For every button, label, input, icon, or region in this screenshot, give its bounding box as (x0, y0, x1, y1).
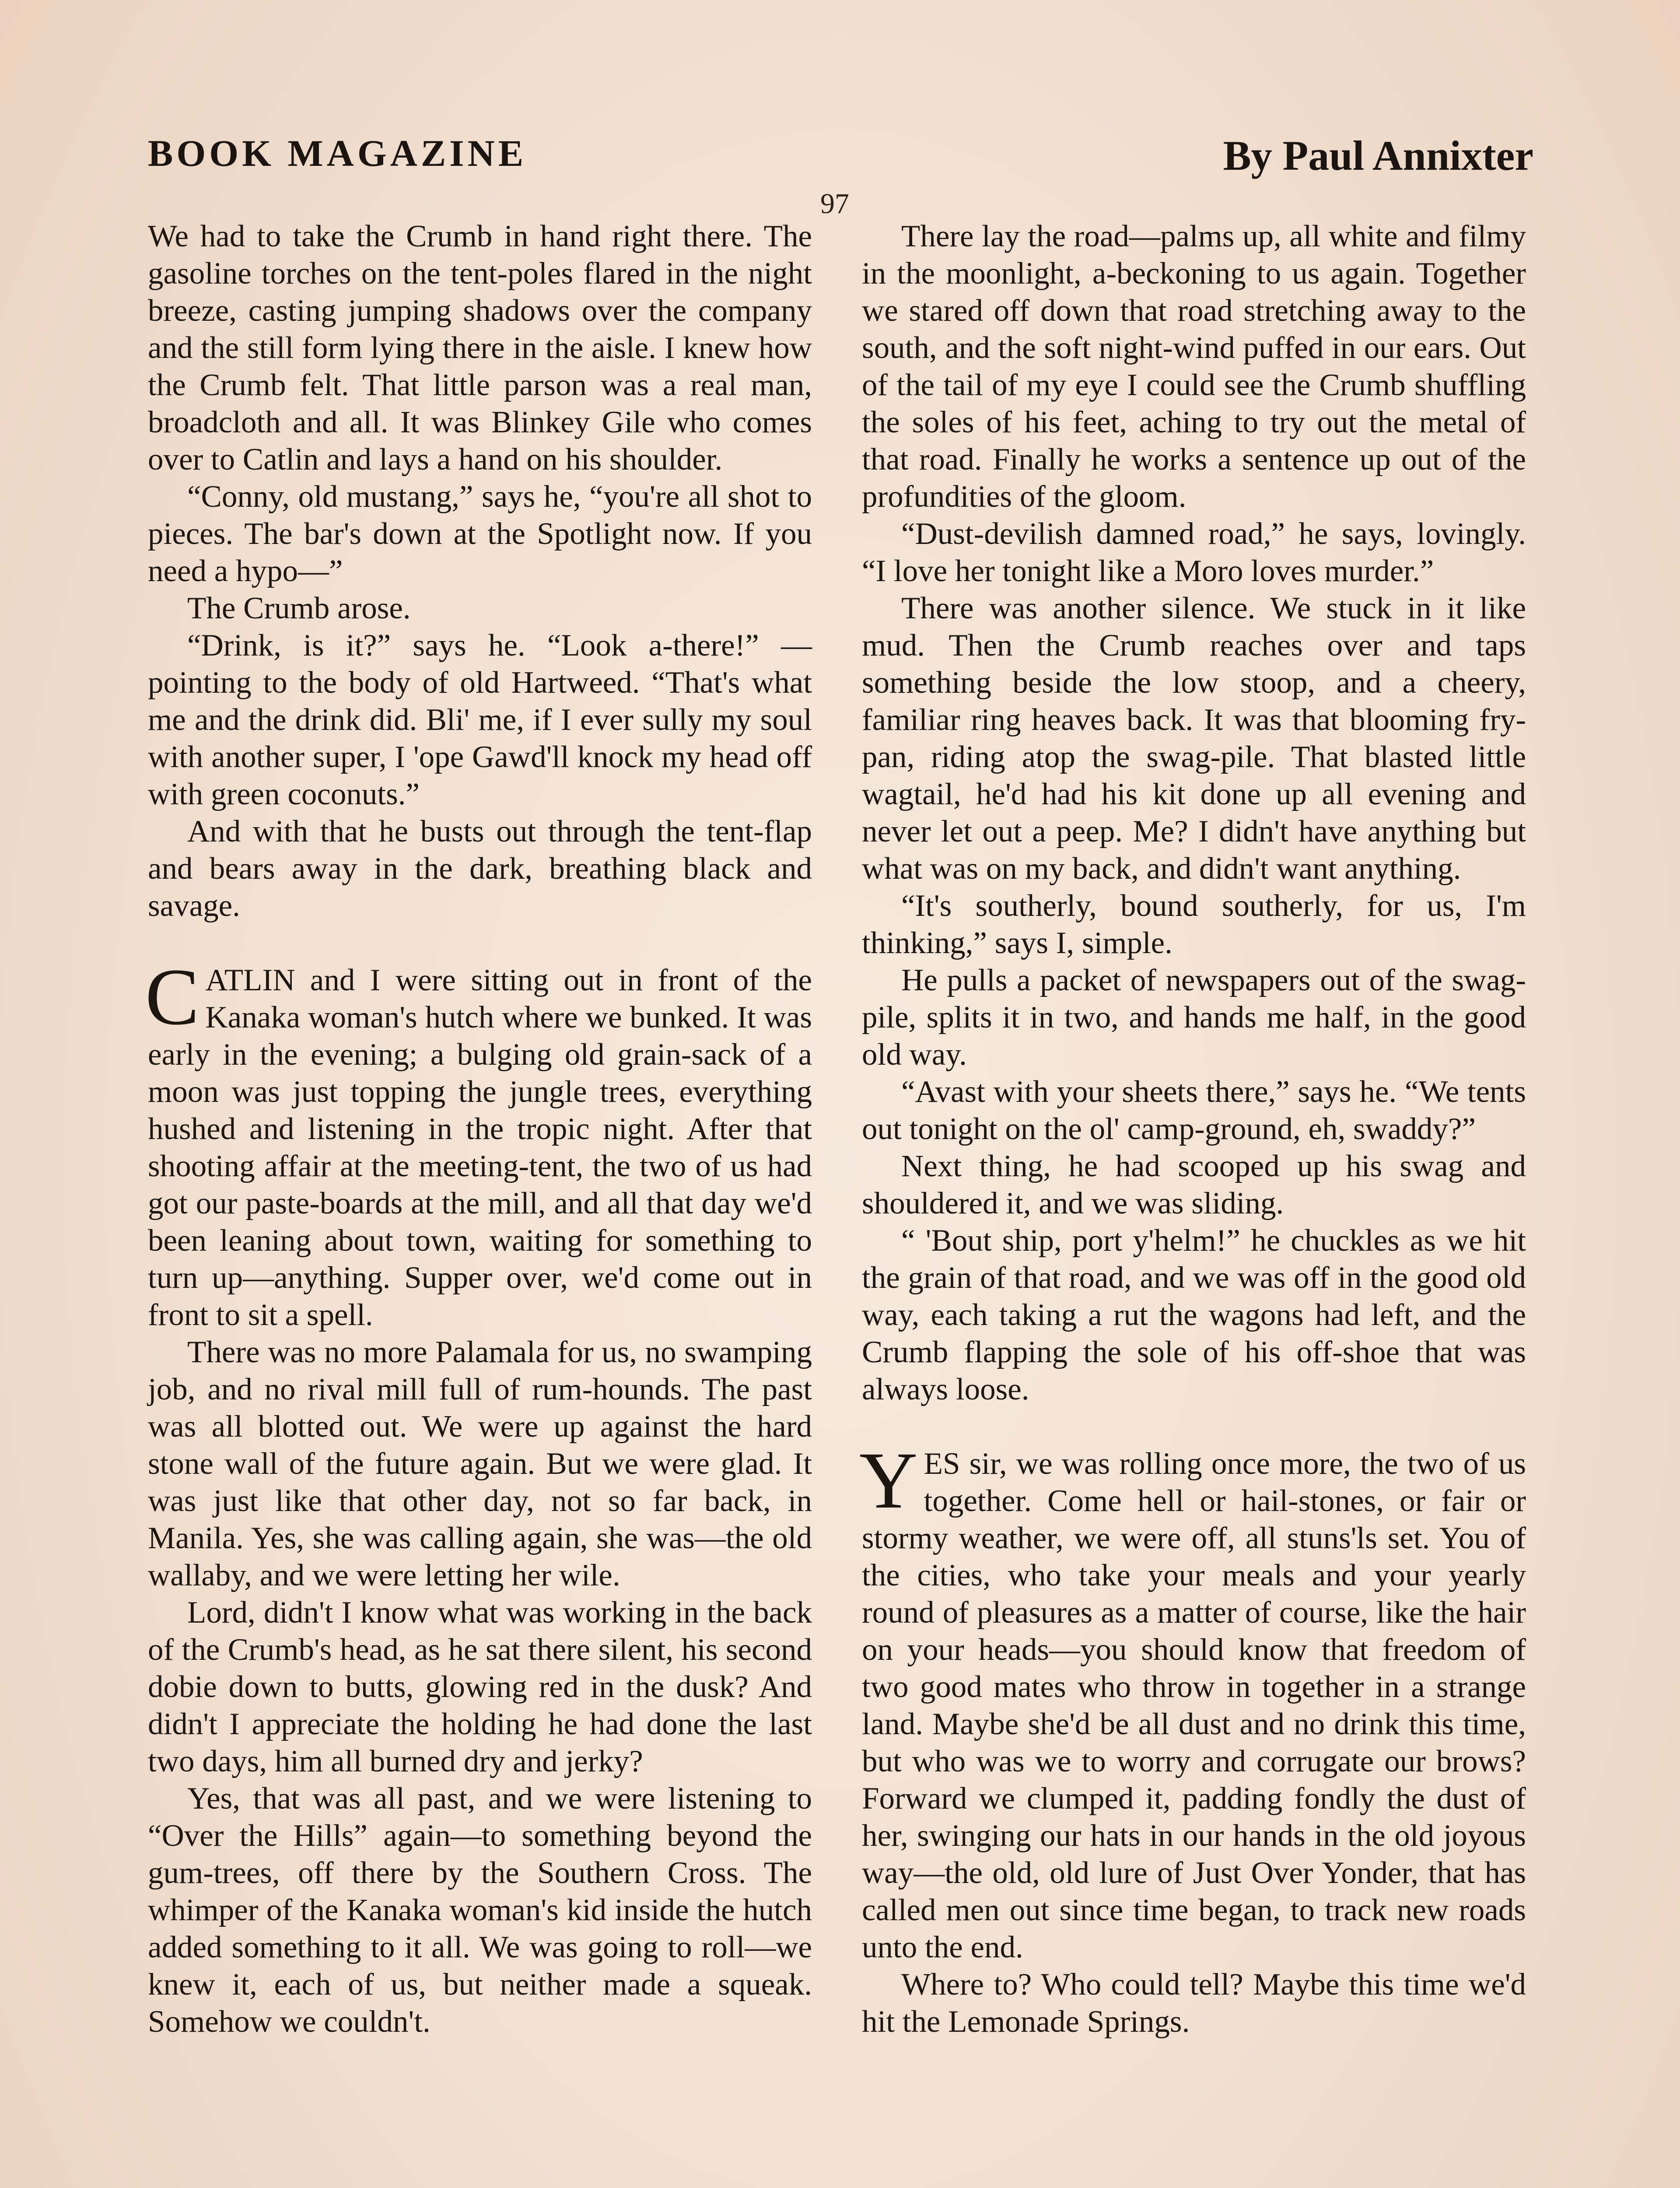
paragraph: Next thing, he had scooped up his swag and shouldered it, and we was sliding. (862, 1149, 1526, 1220)
paragraph-text: ES sir, we was rolling once more, the two of us together. Come hell or hail-stones, or fair or stormy weather, we were off, all stuns'ls set. You of the cities, who take your meals and your yearly round of pleasures as a matter of course, like the hair on your heads—you should know that freedom of two good mates who throw in together in a strange land. Maybe she'd be all dust and no drink this time, but who was we to worry and corrugate our brows? Forward we clumped it, padding fondly the dust of her, swinging our hats in our hands in the old joyous way—the old, old lure of Just Over Yonder, that has called men out since time began, to track new roads unto the end. (862, 1447, 1526, 1964)
author-byline: By Paul Annixter (1223, 132, 1533, 179)
paragraph: He pulls a packet of newspapers out of the swag-pile, splits it in two, and hands me half, in the good old way. (862, 963, 1526, 1072)
drop-cap: C (145, 952, 200, 1042)
paragraph: “It's southerly, bound southerly, for us, I'm thinking,” says I, simple. (862, 889, 1526, 960)
paragraph: Where to? Who could tell? Maybe this time we'd hit the Lemonade Springs. (862, 1967, 1526, 2039)
paragraph: There was no more Palamala for us, no swamping job, and no rival mill full of rum-hounds. The past was all blotted out. We were up against the hard stone wall of the future again. But we were glad. It was just like that other day, not so far back, in Manila. Yes, she was calling again, she was—the old wallaby, and we were letting her wile. (148, 1335, 812, 1592)
paragraph: There lay the road—palms up, all white and filmy in the moonlight, a-beckoning to us again. Together we stared off down that road stretching away to the south, and the soft night-wind puffed in our ears. Out of the tail of my eye I could see the Crumb shuffling the soles of his feet, aching to try out the metal of that road. Finally he works a sentence up out of the profundities of the gloom. (862, 219, 1526, 514)
paragraph: “Drink, is it?” says he. “Look a-there!” —pointing to the body of old Hartweed. “That's what me and the drink did. Bli' me, if I ever sully my soul with another super, I 'ope Gawd'll knock my head off with green coconuts.” (148, 628, 812, 811)
paragraph-with-dropcap (145, 952, 812, 1334)
drop-cap: Y (859, 1436, 918, 1525)
paragraph: “Avast with your sheets there,” says he. “We tents out tonight on the ol' camp-ground, eh, swaddy?” (862, 1075, 1526, 1146)
right-column (859, 218, 1526, 2041)
left-column (145, 218, 812, 2041)
paragraph: There was another silence. We stuck in it like mud. Then the Crumb reaches over and taps something beside the low stoop, and a cheery, familiar ring heaves back. It was that blooming fry-pan, riding atop the swag-pile. That blasted little wagtail, he'd had his kit done up all evening and never let out a peep. Me? I didn't have anything but what was on my back, and didn't want anything. (862, 591, 1526, 886)
paragraph-text: ATLIN and I were sitting out in front of the Kanaka woman's hutch where we bunked. It was early in the evening; a bulging old grain-sack of a moon was just topping the jungle trees, everything hushed and listening in the tropic night. After that shooting affair at the meeting-tent, the two of us had got our paste-boards at the mill, and all that day we'd been leaning about town, waiting for something to turn up—anything. Supper over, we'd come out in front to sit a spell. (148, 963, 812, 1332)
paragraph: Yes, that was all past, and we were listening to “Over the Hills” again—to something beyond the gum-trees, off there by the Southern Cross. The whimper of the Kanaka woman's kid inside the hutch added something to it all. We was going to roll—we knew it, each of us, but neither made a squeak. Somehow we couldn't. (148, 1781, 812, 2039)
paragraph: “Conny, old mustang,” says he, “you're all shot to pieces. The bar's down at the Spotlight now. If you need a hypo—” (148, 480, 812, 588)
magazine-title: BOOK MAGAZINE (148, 132, 527, 174)
paragraph: “ 'Bout ship, port y'helm!” he chuckles as we hit the grain of that road, and we was off in the good old way, each taking a rut the wagons had left, and the Crumb flapping the sole of his off-shoe that was always loose. (862, 1224, 1526, 1406)
paragraph: The Crumb arose. (187, 591, 411, 625)
paragraph: “Dust-devilish damned road,” he says, lovingly. “I love her tonight like a Moro loves murder.” (862, 517, 1526, 588)
paragraph: Lord, didn't I know what was working in the back of the Crumb's head, as he sat there silent, his second dobie down to butts, glowing red in the dusk? And didn't I appreciate the holding he had done the last two days, him all burned dry and jerky? (148, 1595, 812, 1778)
page-number: 97 (820, 188, 849, 220)
paragraph-with-dropcap (859, 1436, 1526, 1966)
paragraph: And with that he busts out through the tent-flap and bears away in the dark, breathing black and savage. (148, 814, 812, 923)
paragraph: We had to take the Crumb in hand right there. The gasoline torches on the tent-poles flared in the night breeze, casting jumping shadows over the company and the still form lying there in the aisle. I knew how the Crumb felt. That little parson was a real man, broadcloth and all. It was Blinkey Gile who comes over to Catlin and lays a hand on his shoulder. (148, 219, 812, 477)
